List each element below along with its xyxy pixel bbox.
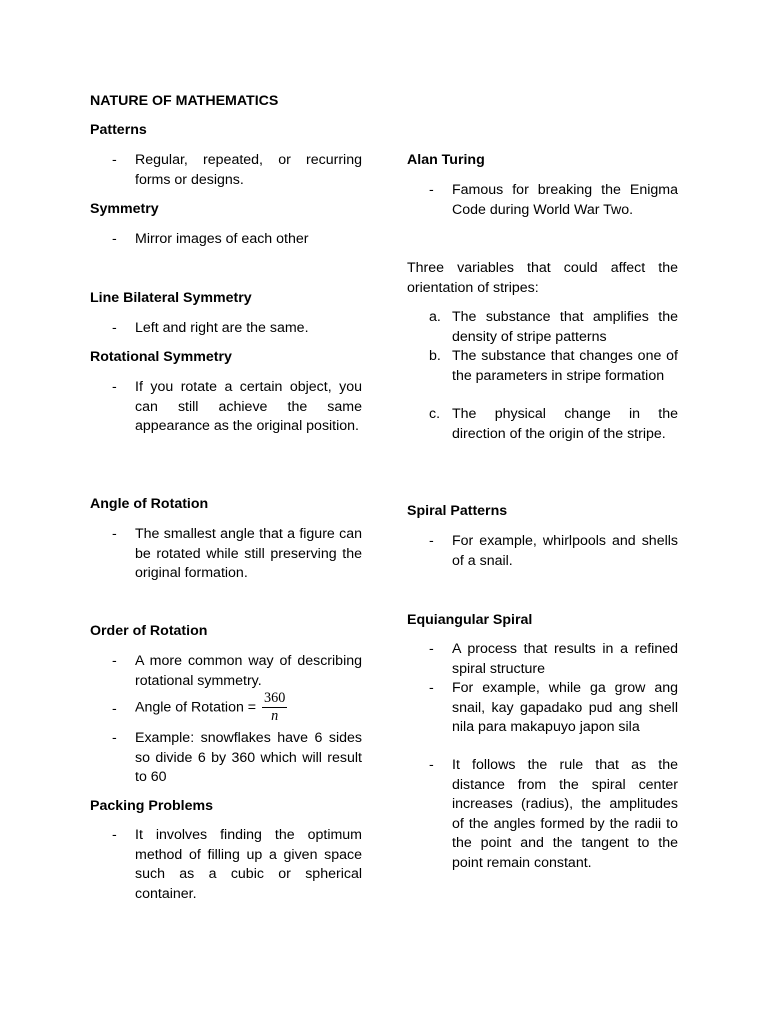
list-item-text: The substance that amplifies the density of stripe patterns [452,309,678,345]
bullet-dash: - [112,152,117,168]
list-item-text: It involves finding the optimum method of filling up a given space such as a cubic or spherical container. [135,827,362,902]
heading-symmetry: Symmetry [90,201,159,217]
list-item-text: Left and right are the same. [135,320,309,336]
list-item-text: A more common way of describing rotational symmetry. [135,653,362,689]
heading-order-of-rotation: Order of Rotation [90,623,208,639]
bullet-dash: - [429,757,434,773]
heading-angle-of-rotation: Angle of Rotation [90,496,209,512]
list-item-text: For example, while ga grow ang snail, kay gapadako pud ang shell nila para makapuyo japon sila [452,680,678,735]
heading-equiangular-spiral: Equiangular Spiral [407,612,533,628]
list-item-text: For example, whirlpools and shells of a snail. [452,533,678,569]
bullet-dash: - [112,730,117,746]
heading-spiral-patterns: Spiral Patterns [407,503,508,519]
bullet-dash: - [112,320,117,336]
variables-intro: Three variables that could affect the orientation of stripes: [407,260,678,296]
fraction-denominator: n [271,708,279,724]
fraction-numerator: 360 [264,690,286,706]
list-item-text: Mirror images of each other [135,231,309,247]
document-title: NATURE OF MATHEMATICS [90,93,279,109]
heading-line-bilateral-symmetry: Line Bilateral Symmetry [90,290,252,306]
list-item-text: The substance that changes one of the parameters in stripe formation [452,348,678,384]
formula-label: Angle of Rotation = [135,699,257,716]
bullet-dash: - [112,231,117,247]
fraction [262,690,287,725]
bullet-dash: - [429,182,434,198]
formula [135,690,362,725]
heading-packing-problems: Packing Problems [90,798,214,814]
bullet-dash: - [429,641,434,657]
list-item-text: It follows the rule that as the distance from the spiral center increases (radius), the amplitudes of the angles formed by the radii to the point and the tangent to the point remain constant. [452,757,678,871]
list-item-text: The smallest angle that a figure can be rotated while still preserving the original formation. [135,526,362,581]
list-item-text: The physical change in the direction of the origin of the stripe. [452,406,678,442]
list-letter: c. [429,406,441,422]
bullet-dash: - [429,680,434,696]
bullet-dash: - [112,379,117,395]
bullet-dash: - [429,533,434,549]
list-item-text: Example: snowflakes have 6 sides so divide 6 by 360 which will result to 60 [135,730,362,785]
list-item-text: Famous for breaking the Enigma Code during World War Two. [452,182,678,218]
heading-patterns: Patterns [90,122,147,138]
bullet-dash: - [112,827,117,843]
heading-rotational-symmetry: Rotational Symmetry [90,349,232,365]
list-letter: a. [429,309,441,325]
bullet-dash: - [112,526,117,542]
bullet-dash: - [112,653,117,669]
list-item-text: If you rotate a certain object, you can still achieve the same appearance as the original position. [135,379,362,434]
heading-alan-turing: Alan Turing [407,152,485,168]
list-letter: b. [429,348,441,364]
bullet-dash: - [112,701,117,717]
list-item-text: A process that results in a refined spiral structure [452,641,678,677]
list-item-text: Regular, repeated, or recurring forms or designs. [135,152,362,188]
